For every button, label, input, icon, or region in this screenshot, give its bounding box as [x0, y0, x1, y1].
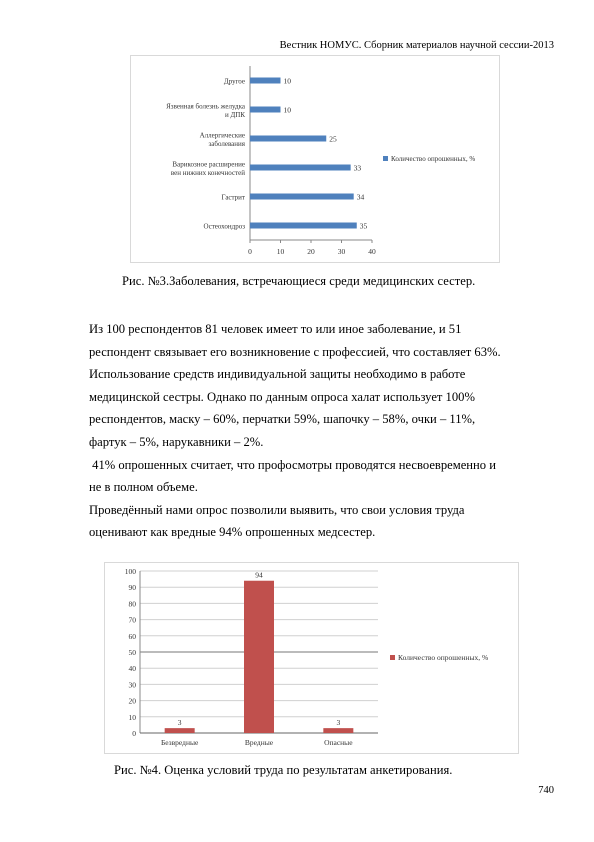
- data-label: 10: [283, 105, 291, 115]
- figure-4-caption: Рис. №4. Оценка условий труда по результатам анкетирования.: [114, 763, 453, 777]
- legend-swatch: [390, 655, 395, 660]
- bar: [165, 728, 195, 733]
- body-line: не в полном объеме.: [89, 480, 198, 495]
- bar: [250, 165, 351, 171]
- x-tick-label: 0: [248, 247, 252, 256]
- x-tick-label: 40: [368, 247, 376, 256]
- running-header: Вестник НОМУС. Сборник материалов научной сессии-2013: [279, 40, 554, 51]
- bar: [250, 107, 281, 113]
- y-tick-label: 10: [128, 712, 136, 722]
- data-label: 10: [283, 76, 291, 86]
- body-line: Использование средств индивидуальной защиты необходимо в работе: [89, 367, 466, 382]
- data-label: 33: [353, 163, 362, 173]
- body-line: 41% опрошенных считает, что профосмотры проводятся несвоевременно и: [89, 457, 496, 472]
- category-label: заболевания: [208, 139, 245, 148]
- legend-label: Количество опрошенных, %: [398, 653, 489, 662]
- category-label: и ДПК: [225, 110, 245, 119]
- category-label: Вредные: [244, 738, 274, 747]
- body-line: фартук – 5%, нарукавники – 2%.: [89, 434, 264, 449]
- data-label: 25: [329, 134, 337, 144]
- legend-swatch: [383, 156, 388, 161]
- chart-2-svg: [105, 563, 518, 753]
- body-text: [89, 318, 559, 544]
- category-label: Опасные: [324, 738, 353, 747]
- chart-1-svg: [131, 56, 499, 262]
- body-line: медицинской сестры. Однако по данным опроса халат использует 100%: [89, 389, 475, 404]
- category-label: Язвенная болезнь желудка: [166, 102, 245, 111]
- body-line: оценивают как вредные 94% опрошенных медсестер.: [89, 525, 376, 540]
- y-tick-label: 0: [132, 729, 136, 738]
- y-tick-label: 50: [128, 648, 136, 657]
- data-label: 94: [255, 570, 263, 580]
- body-line: респондент связывает его возникновение с профессией, что составляет 63%.: [89, 344, 501, 359]
- body-line: Проведённый нами опрос позволили выявить, что свои условия труда: [89, 502, 465, 517]
- y-tick-label: 80: [128, 599, 136, 609]
- y-tick-label: 20: [128, 696, 136, 706]
- category-label: Аллергические: [199, 131, 245, 140]
- data-label: 3: [177, 718, 182, 728]
- x-tick-label: 30: [337, 247, 346, 256]
- body-line: Из 100 респондентов 81 человек имеет то или иное заболевание, и 51: [89, 322, 462, 336]
- data-label: 35: [359, 221, 368, 231]
- page-number: 740: [538, 785, 554, 796]
- figure-3-caption: Рис. №3.Заболевания, встречающиеся среди медицинских сестер.: [122, 274, 476, 288]
- data-label: 34: [356, 192, 365, 202]
- bar: [244, 581, 274, 733]
- y-tick-label: 70: [128, 615, 136, 625]
- category-label: Безвредные: [160, 738, 199, 747]
- x-tick-label: 20: [307, 247, 315, 256]
- y-tick-label: 30: [128, 680, 136, 690]
- data-label: 3: [336, 718, 341, 728]
- category-label: Остеохондроз: [203, 222, 245, 231]
- figure-4-chart: [104, 562, 519, 754]
- bar: [323, 728, 353, 733]
- category-label: вен нижних конечностей: [170, 168, 245, 177]
- y-tick-label: 90: [128, 583, 136, 593]
- category-label: Гастрит: [221, 193, 245, 202]
- body-line: респондентов, маску – 60%, перчатки 59%, шапочку – 58%, очки – 11%,: [89, 412, 476, 427]
- figure-3-chart: [130, 55, 500, 263]
- y-tick-label: 100: [124, 567, 136, 576]
- x-tick-label: 10: [276, 247, 285, 256]
- bar: [250, 194, 354, 200]
- category-label: Другое: [223, 77, 245, 86]
- category-label: Варикозное расширение: [172, 160, 245, 169]
- y-tick-label: 40: [128, 664, 136, 674]
- bar: [250, 223, 357, 229]
- bar: [250, 78, 281, 84]
- legend-label: Количество опрошенных, %: [391, 155, 476, 163]
- bar: [250, 136, 326, 142]
- y-tick-label: 60: [128, 631, 136, 641]
